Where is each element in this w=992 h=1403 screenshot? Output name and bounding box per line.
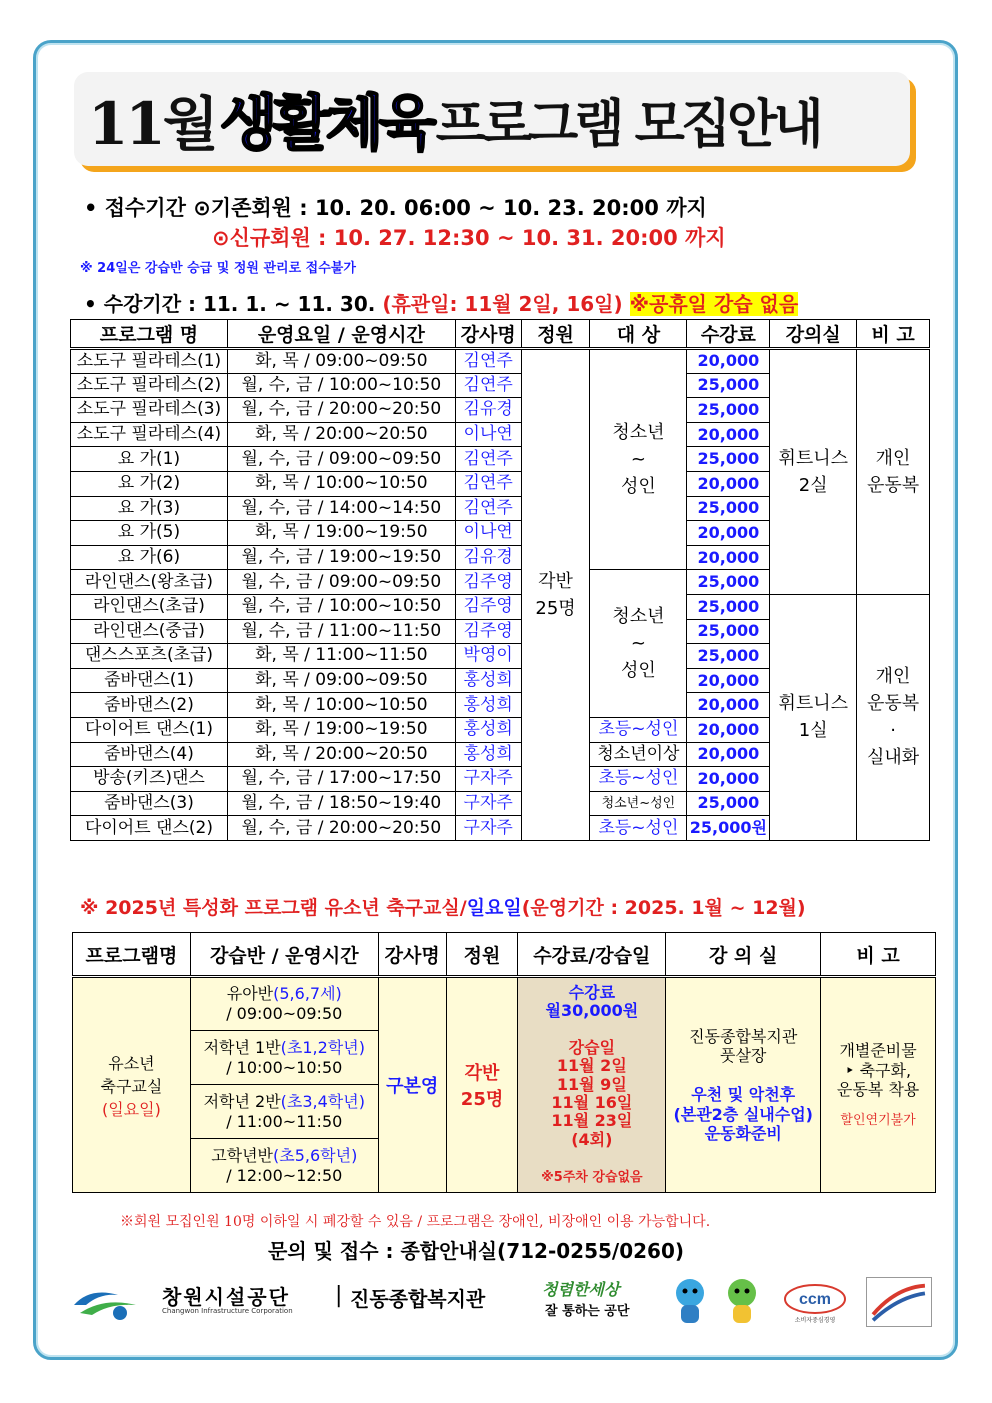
note-group-a: 개인 운동복 — [857, 349, 930, 595]
fee: 25,000원 — [687, 816, 770, 841]
room-group-b: 휘트니스 1실 — [770, 594, 857, 840]
soccer-header-3: 정원 — [446, 933, 518, 977]
fee: 25,000 — [687, 447, 770, 472]
banner-panel — [74, 72, 910, 166]
footer-note: ※회원 모집인원 10명 이하일 시 폐강할 수 있음 / 프로그램은 장애인, 비장애인 이용 가능합니다. — [120, 1214, 711, 1230]
target: 청소년이상 — [590, 742, 687, 767]
program-name: 다이어트 댄스(1) — [71, 717, 228, 742]
title-main: 생활체육 — [219, 89, 432, 159]
soccer-room — [666, 977, 821, 1193]
title-month: 11월 — [88, 90, 216, 158]
fee: 20,000 — [687, 349, 770, 374]
class-grade: (초3,4학년) — [280, 1091, 365, 1111]
schedule: 월, 수, 금 / 10:00~10:50 — [227, 373, 455, 398]
program-header-7: 비 고 — [857, 320, 930, 349]
special-program-note — [80, 893, 806, 920]
class-cell — [190, 1085, 378, 1139]
instructor: 홍성희 — [455, 668, 521, 693]
schedule: 월, 수, 금 / 18:50~19:40 — [227, 791, 455, 816]
class-cell — [190, 1031, 378, 1085]
note-group-b: 개인 운동복 · 실내화 — [857, 594, 930, 840]
instructor: 김연주 — [455, 447, 521, 472]
instructor: 이나연 — [455, 422, 521, 447]
course-period — [84, 288, 798, 317]
registration-existing: • 접수기간 ⊙기존회원 : 10. 20. 06:00 ~ 10. 23. 20:00 까지 — [84, 196, 707, 220]
program-name: 라인댄스(초급) — [71, 594, 228, 619]
program-name: 줌바댄스(4) — [71, 742, 228, 767]
holiday-notice: ※공휴일 강습 없음 — [629, 292, 799, 316]
program-name: 라인댄스(왕초급) — [71, 570, 228, 595]
target-group-a: 청소년 ~ 성인 — [590, 349, 687, 570]
target: 초등~성인 — [590, 816, 687, 841]
program-header-5: 수강료 — [687, 320, 770, 349]
soccer-note — [821, 977, 936, 1193]
class-cell — [190, 1139, 378, 1193]
program-name: 라인댄스(중급) — [71, 619, 228, 644]
target: 청소년~성인 — [590, 791, 687, 816]
class-name: 유아반 — [226, 984, 274, 1003]
corporation-name-en: Changwon Infrastructure Corporation — [162, 1307, 293, 1315]
special-note-period: (운영기간 : 2025. 1월 ~ 12월) — [521, 897, 806, 919]
program-table-body — [71, 349, 930, 841]
special-note-part-a: ※ 2025년 특성화 프로그램 유소년 축구교실/ — [80, 897, 467, 919]
program-name: 댄스스포츠(초급) — [71, 644, 228, 669]
table-row — [73, 977, 936, 1031]
fee: 25,000 — [687, 373, 770, 398]
slogan-text: 잘 통하는 공단 — [545, 1304, 630, 1319]
fee: 25,000 — [687, 619, 770, 644]
instructor: 김연주 — [455, 471, 521, 496]
program-header-4: 대 상 — [590, 320, 687, 349]
schedule: 화, 목 / 20:00~20:50 — [227, 742, 455, 767]
instructor: 박영이 — [455, 644, 521, 669]
schedule: 화, 목 / 19:00~19:50 — [227, 521, 455, 546]
instructor: 김연주 — [455, 496, 521, 521]
fee: 20,000 — [687, 471, 770, 496]
class-cell — [190, 977, 378, 1031]
fee: 20,000 — [687, 767, 770, 792]
soccer-table-body — [73, 977, 936, 1193]
instructor: 홍성희 — [455, 742, 521, 767]
branch-name: 진동종합복지관 — [350, 1287, 486, 1311]
class-time: / 09:00~09:50 — [226, 1004, 343, 1023]
schedule: 화, 목 / 09:00~09:50 — [227, 349, 455, 374]
divider: | — [335, 1283, 343, 1308]
instructor: 홍성희 — [455, 717, 521, 742]
instructor: 이나연 — [455, 521, 521, 546]
program-name: 요 가(6) — [71, 545, 228, 570]
program-name: 요 가(2) — [71, 471, 228, 496]
instructor: 구자주 — [455, 791, 521, 816]
schedule: 화, 목 / 10:00~10:50 — [227, 693, 455, 718]
class-time: / 11:00~11:50 — [226, 1111, 343, 1131]
fee: 25,000 — [687, 496, 770, 521]
program-table-header — [71, 320, 930, 349]
fee: 25,000 — [687, 570, 770, 595]
program-name: 소도구 필라테스(3) — [71, 398, 228, 423]
target: 초등~성인 — [590, 767, 687, 792]
soccer-capacity: 각반 25명 — [446, 977, 518, 1193]
fee: 25,000 — [687, 644, 770, 669]
class-title — [191, 1146, 378, 1166]
soccer-header-0: 프로그램명 — [73, 933, 191, 977]
contact-info: 문의 및 접수 : 종합안내실(712-0255/0260) — [268, 1239, 685, 1263]
program-name: 방송(키즈)댄스 — [71, 767, 228, 792]
schedule: 월, 수, 금 / 20:00~20:50 — [227, 398, 455, 423]
instructor: 김유경 — [455, 545, 521, 570]
soccer-room-main: 진동종합복지관 풋살장 — [689, 1027, 798, 1066]
soccer-room-alt: 우천 및 악천후 (본관2층 실내수업) 운동화준비 — [673, 1085, 813, 1143]
schedule: 화, 목 / 11:00~11:50 — [227, 644, 455, 669]
class-grade: (5,6,7세) — [273, 984, 342, 1003]
soccer-fee-dates — [518, 977, 666, 1193]
mascot-green-icon — [720, 1275, 764, 1329]
mascot-blue-icon — [668, 1275, 712, 1329]
class-name: 고학년반 — [211, 1145, 274, 1165]
program-name: 줌바댄스(2) — [71, 693, 228, 718]
fee: 20,000 — [687, 693, 770, 718]
soccer-header-4: 수강료/강습일 — [518, 933, 666, 977]
schedule: 화, 목 / 10:00~10:50 — [227, 471, 455, 496]
registration-note: ※ 24일은 강습반 승급 및 정원 관리로 접수불가 — [80, 261, 356, 276]
class-time: / 10:00~10:50 — [226, 1057, 343, 1077]
room-group-a: 휘트니스 2실 — [770, 349, 857, 595]
schedule: 월, 수, 금 / 11:00~11:50 — [227, 619, 455, 644]
program-name: 요 가(5) — [71, 521, 228, 546]
soccer-no-class: ※5주차 강습없음 — [541, 1170, 643, 1186]
instructor: 김유경 — [455, 398, 521, 423]
class-grade: (초1,2학년) — [280, 1037, 365, 1057]
schedule: 월, 수, 금 / 14:00~14:50 — [227, 496, 455, 521]
soccer-program-name: 유소년 축구교실 — [100, 1053, 163, 1096]
table-row — [71, 594, 930, 619]
class-name: 저학년 2반 — [203, 1091, 281, 1111]
program-name: 줌바댄스(3) — [71, 791, 228, 816]
soccer-table — [72, 932, 936, 1193]
title-banner — [74, 72, 916, 172]
fee: 25,000 — [687, 791, 770, 816]
class-grade: (초5,6학년) — [273, 1145, 358, 1165]
soccer-fee: 수강료 월30,000원 — [545, 982, 639, 1021]
ccm-subtext: 소비자중심경영 — [794, 1318, 836, 1324]
schedule: 월, 수, 금 / 17:00~17:50 — [227, 767, 455, 792]
instructor: 김주영 — [455, 594, 521, 619]
program-header-2: 강사명 — [455, 320, 521, 349]
soccer-program — [73, 977, 191, 1193]
class-title — [191, 984, 378, 1004]
soccer-program-day: (일요일) — [101, 1099, 161, 1119]
fee: 25,000 — [687, 594, 770, 619]
schedule: 월, 수, 금 / 09:00~09:50 — [227, 447, 455, 472]
program-table — [70, 319, 930, 841]
schedule: 화, 목 / 20:00~20:50 — [227, 422, 455, 447]
soccer-header-1: 강습반 / 운영시간 — [190, 933, 378, 977]
soccer-header-2: 강사명 — [378, 933, 446, 977]
program-name: 다이어트 댄스(2) — [71, 816, 228, 841]
program-header-6: 강의실 — [770, 320, 857, 349]
instructor: 김연주 — [455, 373, 521, 398]
instructor: 김연주 — [455, 349, 521, 374]
ccm-logo-icon — [780, 1281, 850, 1325]
fee: 20,000 — [687, 668, 770, 693]
corporation-name: 창원시설공단 — [162, 1285, 290, 1309]
program-header-0: 프로그램 명 — [71, 320, 228, 349]
capacity: 각반 25명 — [521, 349, 590, 841]
soccer-header-6: 비 고 — [821, 933, 936, 977]
program-name: 요 가(1) — [71, 447, 228, 472]
soccer-note-sub: 할인연기불가 — [840, 1112, 916, 1128]
registration-new: ⊙신규회원 : 10. 27. 12:30 ~ 10. 31. 20:00 까지 — [212, 226, 726, 250]
special-note-sunday: 일요일 — [466, 897, 522, 919]
fee: 20,000 — [687, 521, 770, 546]
table-row — [71, 349, 930, 374]
schedule: 월, 수, 금 / 09:00~09:50 — [227, 570, 455, 595]
slogan-logo: 청렴한세상 — [542, 1280, 620, 1299]
schedule: 월, 수, 금 / 20:00~20:50 — [227, 816, 455, 841]
program-name: 소도구 필라테스(2) — [71, 373, 228, 398]
soccer-table-header — [73, 933, 936, 977]
fee: 20,000 — [687, 422, 770, 447]
certification-logo-icon — [866, 1277, 932, 1327]
schedule: 월, 수, 금 / 19:00~19:50 — [227, 545, 455, 570]
instructor: 김주영 — [455, 570, 521, 595]
fee: 20,000 — [687, 545, 770, 570]
target-group-b: 청소년 ~ 성인 — [590, 570, 687, 718]
course-period-label: • 수강기간 : 11. 1. ~ 11. 30. — [84, 292, 376, 316]
schedule: 월, 수, 금 / 10:00~10:50 — [227, 594, 455, 619]
instructor: 홍성희 — [455, 693, 521, 718]
program-name: 소도구 필라테스(4) — [71, 422, 228, 447]
soccer-instructor: 구본영 — [378, 977, 446, 1193]
program-header-3: 정원 — [521, 320, 590, 349]
title-rest: 프로그램 모집안내 — [435, 93, 820, 155]
soccer-header-5: 강 의 실 — [666, 933, 821, 977]
soccer-note-main: 개별준비물 ‣ 축구화, 운동복 착용 — [836, 1041, 920, 1099]
program-name: 요 가(3) — [71, 496, 228, 521]
fee: 25,000 — [687, 398, 770, 423]
corporation-logo-icon — [70, 1283, 142, 1323]
program-name: 줌바댄스(1) — [71, 668, 228, 693]
class-time: / 12:00~12:50 — [226, 1165, 343, 1185]
schedule: 화, 목 / 19:00~19:50 — [227, 717, 455, 742]
class-title — [191, 1038, 378, 1058]
class-title — [191, 1092, 378, 1112]
footer-logos — [70, 1275, 940, 1330]
class-name: 저학년 1반 — [203, 1037, 281, 1057]
instructor: 구자주 — [455, 816, 521, 841]
fee: 20,000 — [687, 742, 770, 767]
schedule: 화, 목 / 09:00~09:50 — [227, 668, 455, 693]
closed-days: (휴관일: 11월 2일, 16일) — [382, 292, 623, 316]
soccer-dates: 강습일 11월 2일 11월 9일 11월 16일 11월 23일 (4회) — [551, 1037, 633, 1149]
target: 초등~성인 — [590, 717, 687, 742]
fee: 20,000 — [687, 717, 770, 742]
instructor: 김주영 — [455, 619, 521, 644]
instructor: 구자주 — [455, 767, 521, 792]
program-header-1: 운영요일 / 운영시간 — [227, 320, 455, 349]
ccm-text: ccm — [798, 1291, 832, 1308]
program-name: 소도구 필라테스(1) — [71, 349, 228, 374]
